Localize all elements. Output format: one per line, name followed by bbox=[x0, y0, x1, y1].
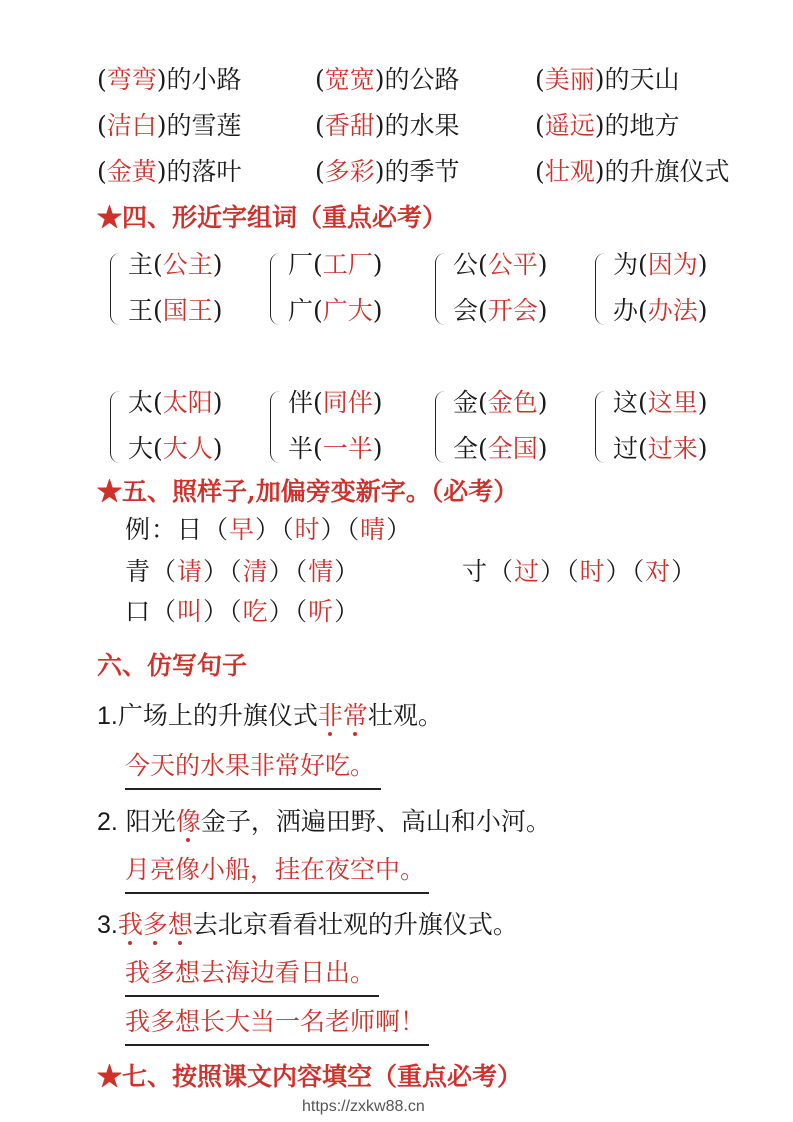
paren: ） bbox=[268, 597, 295, 626]
phrase-text: 的季节 bbox=[384, 157, 460, 186]
word-pair bbox=[288, 295, 383, 327]
paren: ( bbox=[97, 157, 107, 186]
new-char: 请 bbox=[177, 557, 204, 586]
paren: ) bbox=[374, 111, 385, 140]
new-char: 清 bbox=[242, 557, 269, 586]
phrase-answer: 美丽 bbox=[544, 65, 595, 94]
word-pair bbox=[128, 295, 223, 327]
paren: ) bbox=[212, 388, 223, 417]
paren: ( bbox=[535, 157, 545, 186]
paren: ( bbox=[535, 65, 545, 94]
emphasis-char: 像 bbox=[175, 807, 201, 836]
paren: ) bbox=[697, 250, 708, 279]
phrase-item bbox=[97, 110, 242, 142]
phrase-text: 的落叶 bbox=[166, 157, 242, 186]
paren: ) bbox=[212, 434, 223, 463]
phrase-answer: 弯弯 bbox=[106, 65, 157, 94]
brace-icon bbox=[110, 391, 120, 463]
paren: ( bbox=[313, 434, 323, 463]
paren: ( bbox=[97, 65, 107, 94]
word-answer: 国王 bbox=[162, 296, 213, 325]
radical-row bbox=[462, 556, 697, 588]
paren: ) bbox=[156, 65, 167, 94]
sentence-answer: 我多想长大当一名老师啊！ bbox=[125, 1006, 429, 1046]
paren: ( bbox=[153, 296, 163, 325]
base-char: 办 bbox=[613, 296, 639, 325]
paren: ) bbox=[594, 111, 605, 140]
paren: ( bbox=[313, 296, 323, 325]
paren: （ bbox=[566, 557, 580, 586]
word-answer: 金色 bbox=[487, 388, 538, 417]
brace-icon bbox=[270, 391, 280, 463]
phrase-answer: 壮观 bbox=[544, 157, 595, 186]
new-char: 时 bbox=[579, 557, 606, 586]
base-char: 青 bbox=[125, 557, 152, 586]
paren: ( bbox=[313, 388, 323, 417]
paren: ( bbox=[315, 157, 325, 186]
word-pair bbox=[613, 433, 708, 465]
brace-icon bbox=[110, 253, 120, 325]
paren: ） bbox=[203, 557, 230, 586]
emphasis-word bbox=[176, 807, 201, 836]
paren: （ bbox=[346, 515, 361, 544]
emphasis-char: 非 bbox=[317, 701, 343, 730]
paren: ( bbox=[638, 434, 648, 463]
word-answer: 太阳 bbox=[162, 388, 213, 417]
paren: （ bbox=[229, 557, 243, 586]
paren: ） bbox=[320, 515, 347, 544]
paren: ) bbox=[374, 157, 385, 186]
phrase-text: 的天山 bbox=[604, 65, 680, 94]
sentence-item bbox=[97, 909, 518, 941]
base-char: 公 bbox=[453, 250, 479, 279]
base-char: 主 bbox=[128, 250, 154, 279]
base-char: 金 bbox=[453, 388, 479, 417]
base-char: 厂 bbox=[288, 250, 314, 279]
phrase-item bbox=[315, 64, 460, 96]
item-number: 1. bbox=[97, 702, 118, 730]
paren: ) bbox=[537, 434, 548, 463]
word-pair bbox=[613, 249, 708, 281]
paren: ( bbox=[153, 388, 163, 417]
sentence-post: 壮观。 bbox=[367, 701, 443, 730]
phrase-text: 的小路 bbox=[166, 65, 242, 94]
paren: ) bbox=[372, 250, 383, 279]
phrase-answer: 金黄 bbox=[106, 157, 157, 186]
base-char: 寸 bbox=[462, 557, 489, 586]
sentence-pre: 广场上的升旗仪式 bbox=[117, 701, 318, 730]
emphasis-char: 想 bbox=[167, 910, 193, 939]
emphasis-word bbox=[118, 910, 193, 939]
word-pair bbox=[128, 387, 223, 419]
radical-row bbox=[125, 514, 412, 546]
paren: ) bbox=[372, 434, 383, 463]
word-pair bbox=[288, 249, 383, 281]
paren: ) bbox=[697, 434, 708, 463]
phrase-text: 的地方 bbox=[604, 111, 680, 140]
paren: ( bbox=[638, 250, 648, 279]
new-char: 对 bbox=[645, 557, 672, 586]
brace-icon bbox=[270, 253, 280, 325]
emphasis-word bbox=[318, 701, 368, 730]
section5-title: ★五、照样子,加偏旁变新字。（必考） bbox=[97, 477, 519, 506]
paren: ） bbox=[255, 515, 282, 544]
word-pair bbox=[613, 387, 708, 419]
base-char: 过 bbox=[613, 434, 639, 463]
phrase-answer: 遥远 bbox=[544, 111, 595, 140]
sentence-answer: 月亮像小船，挂在夜空中。 bbox=[125, 854, 429, 894]
word-answer: 开会 bbox=[487, 296, 538, 325]
phrase-text: 的公路 bbox=[384, 65, 460, 94]
paren: （ bbox=[203, 515, 230, 544]
base-char: 半 bbox=[288, 434, 314, 463]
paren: ( bbox=[638, 296, 648, 325]
paren: ( bbox=[535, 111, 545, 140]
phrase-item bbox=[535, 64, 680, 96]
sentence-item bbox=[97, 806, 551, 838]
phrase-text: 的雪莲 bbox=[166, 111, 242, 140]
word-answer: 大人 bbox=[162, 434, 213, 463]
paren: ( bbox=[638, 388, 648, 417]
word-answer: 过来 bbox=[647, 434, 698, 463]
paren: ( bbox=[478, 250, 488, 279]
paren: ) bbox=[372, 296, 383, 325]
word-answer: 同伴 bbox=[322, 388, 373, 417]
base-char: 这 bbox=[613, 388, 639, 417]
word-pair bbox=[128, 433, 223, 465]
paren: ） bbox=[605, 557, 632, 586]
paren: （ bbox=[151, 597, 178, 626]
word-answer: 这里 bbox=[647, 388, 698, 417]
word-answer: 工厂 bbox=[322, 250, 373, 279]
brace-icon bbox=[595, 391, 605, 463]
base-char: 口 bbox=[125, 597, 152, 626]
phrase-answer: 多彩 bbox=[324, 157, 375, 186]
word-answer: 因为 bbox=[647, 250, 698, 279]
paren: ） bbox=[334, 557, 361, 586]
paren: ) bbox=[156, 111, 167, 140]
base-char: 会 bbox=[453, 296, 479, 325]
phrase-item bbox=[315, 110, 460, 142]
section7-title: ★七、按照课文内容填空（重点必考） bbox=[97, 1062, 523, 1091]
word-pair bbox=[453, 295, 548, 327]
radical-row bbox=[125, 596, 360, 628]
word-pair bbox=[453, 249, 548, 281]
phrase-text: 的水果 bbox=[384, 111, 460, 140]
paren: ） bbox=[386, 515, 413, 544]
base-char: 太 bbox=[128, 388, 154, 417]
item-number: 2. bbox=[97, 808, 118, 836]
phrase-answer: 洁白 bbox=[106, 111, 157, 140]
paren: ) bbox=[697, 296, 708, 325]
brace-icon bbox=[435, 391, 445, 463]
sentence-item bbox=[97, 700, 443, 732]
paren: ) bbox=[537, 296, 548, 325]
emphasis-char: 我 bbox=[117, 910, 143, 939]
sentence-post: 去北京看看壮观的升旗仪式。 bbox=[192, 910, 518, 939]
base-char: 为 bbox=[613, 250, 639, 279]
new-char: 过 bbox=[514, 557, 541, 586]
word-pair bbox=[453, 387, 548, 419]
paren: ) bbox=[697, 388, 708, 417]
section6-title: 六、仿写句子 bbox=[97, 651, 248, 680]
paren: （ bbox=[294, 597, 309, 626]
radical-row bbox=[125, 556, 360, 588]
paren: （ bbox=[281, 515, 295, 544]
paren: （ bbox=[229, 597, 243, 626]
paren: ） bbox=[671, 557, 698, 586]
base-char: 伴 bbox=[288, 388, 314, 417]
section4-title: ★四、形近字组词（重点必考） bbox=[97, 203, 448, 232]
paren: （ bbox=[294, 557, 309, 586]
sentence-pre: 阳光 bbox=[117, 807, 176, 836]
paren: ( bbox=[478, 434, 488, 463]
phrase-text: 的升旗仪式 bbox=[604, 157, 730, 186]
word-pair bbox=[453, 433, 548, 465]
word-answer: 公平 bbox=[487, 250, 538, 279]
paren: ( bbox=[97, 111, 107, 140]
phrase-item bbox=[315, 156, 460, 188]
paren: ） bbox=[334, 597, 361, 626]
new-char: 情 bbox=[308, 557, 335, 586]
paren: ） bbox=[203, 597, 230, 626]
new-char: 时 bbox=[294, 515, 321, 544]
phrase-item bbox=[97, 156, 242, 188]
paren: ( bbox=[315, 111, 325, 140]
paren: ( bbox=[478, 296, 488, 325]
sentence-post: 金子，洒遍田野、高山和小河。 bbox=[200, 807, 551, 836]
paren: ) bbox=[537, 388, 548, 417]
paren: ) bbox=[374, 65, 385, 94]
base-char: 广 bbox=[288, 296, 314, 325]
new-char: 早 bbox=[229, 515, 256, 544]
word-answer: 一半 bbox=[322, 434, 373, 463]
base-char: 例：日 bbox=[125, 515, 204, 544]
emphasis-char: 多 bbox=[142, 910, 168, 939]
paren: ) bbox=[537, 250, 548, 279]
phrase-answer: 宽宽 bbox=[324, 65, 375, 94]
paren: ) bbox=[594, 65, 605, 94]
paren: ) bbox=[594, 157, 605, 186]
phrase-answer: 香甜 bbox=[324, 111, 375, 140]
word-answer: 广大 bbox=[322, 296, 373, 325]
new-char: 叫 bbox=[177, 597, 204, 626]
sentence-answer: 我多想去海边看日出。 bbox=[125, 957, 379, 997]
word-pair bbox=[128, 249, 223, 281]
paren: ) bbox=[156, 157, 167, 186]
paren: ( bbox=[478, 388, 488, 417]
base-char: 全 bbox=[453, 434, 479, 463]
paren: ( bbox=[313, 250, 323, 279]
new-char: 晴 bbox=[360, 515, 387, 544]
paren: ( bbox=[315, 65, 325, 94]
brace-icon bbox=[435, 253, 445, 325]
word-answer: 办法 bbox=[647, 296, 698, 325]
paren: （ bbox=[151, 557, 178, 586]
item-number: 3. bbox=[97, 911, 118, 939]
emphasis-char: 常 bbox=[342, 701, 368, 730]
phrase-item bbox=[97, 64, 242, 96]
brace-icon bbox=[595, 253, 605, 325]
sentence-answer: 今天的水果非常好吃。 bbox=[125, 750, 381, 790]
paren: ( bbox=[153, 250, 163, 279]
new-char: 吃 bbox=[242, 597, 269, 626]
paren: （ bbox=[488, 557, 515, 586]
paren: ） bbox=[540, 557, 567, 586]
phrase-item bbox=[535, 110, 680, 142]
word-pair bbox=[613, 295, 708, 327]
phrase-item bbox=[535, 156, 730, 188]
new-char: 听 bbox=[308, 597, 335, 626]
word-pair bbox=[288, 433, 383, 465]
word-answer: 全国 bbox=[487, 434, 538, 463]
base-char: 王 bbox=[128, 296, 154, 325]
word-pair bbox=[288, 387, 383, 419]
base-char: 大 bbox=[128, 434, 154, 463]
paren: ) bbox=[212, 296, 223, 325]
watermark: https://zxkw88.cn bbox=[302, 1098, 425, 1115]
paren: ） bbox=[268, 557, 295, 586]
word-answer: 公主 bbox=[162, 250, 213, 279]
paren: ( bbox=[153, 434, 163, 463]
paren: ) bbox=[212, 250, 223, 279]
paren: （ bbox=[631, 557, 646, 586]
paren: ) bbox=[372, 388, 383, 417]
